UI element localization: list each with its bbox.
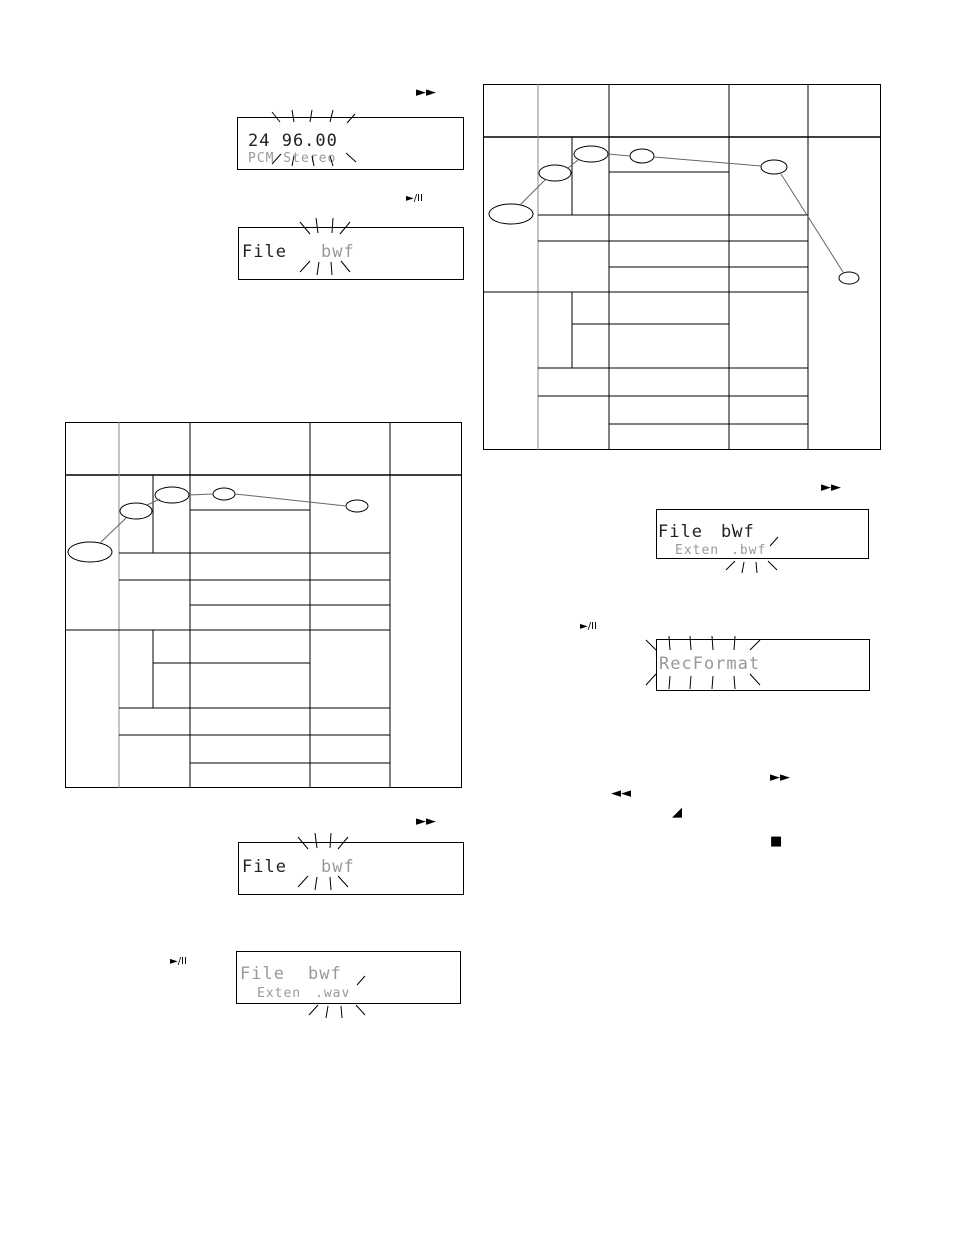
- lcd-file-label: File: [242, 242, 287, 262]
- fast-forward-icon: ►►: [770, 770, 790, 785]
- lcd-exten-value: .wav: [315, 986, 351, 1001]
- play-pause-icon: ►/II: [406, 193, 423, 204]
- lcd-file-value: bwf: [321, 857, 355, 877]
- rewind-icon: ◄◄: [611, 786, 631, 801]
- lcd-file-value: bwf: [308, 964, 342, 984]
- lcd-exten-value: .bwf: [731, 543, 767, 558]
- lcd-display-extension-bwf: [656, 509, 869, 559]
- lcd-file-value: bwf: [321, 242, 355, 262]
- fast-forward-icon: ►►: [821, 480, 841, 495]
- stop-icon: ■: [770, 834, 783, 849]
- lcd-exten-label: Exten: [675, 543, 720, 558]
- lcd-file-value: bwf: [721, 522, 755, 542]
- lcd-file-label: File: [242, 857, 287, 877]
- lcd-display-file-type: [238, 227, 464, 280]
- lcd-display-extension-wav: [236, 951, 461, 1004]
- play-pause-icon: ►/II: [170, 956, 187, 967]
- lcd-display-sample-rate: [237, 117, 464, 170]
- fast-forward-icon: ►►: [416, 85, 436, 100]
- settings-table-right: [483, 84, 881, 450]
- lcd-file-label: File: [658, 522, 703, 542]
- lcd-display-rec-format: [656, 639, 870, 691]
- lcd-display-file-type-2: [238, 842, 464, 895]
- lcd-recformat-text: RecFormat: [659, 654, 761, 674]
- play-pause-icon: ►/II: [580, 621, 597, 632]
- lcd-file-label: File: [240, 964, 285, 984]
- adjust-icon: ◢: [672, 805, 682, 820]
- settings-table-left: [65, 422, 462, 788]
- lcd-exten-label: Exten: [257, 986, 302, 1001]
- lcd-line-2: PCM Stereo: [248, 151, 337, 166]
- lcd-line-1: 24 96.00: [248, 131, 338, 151]
- fast-forward-icon: ►►: [416, 814, 436, 829]
